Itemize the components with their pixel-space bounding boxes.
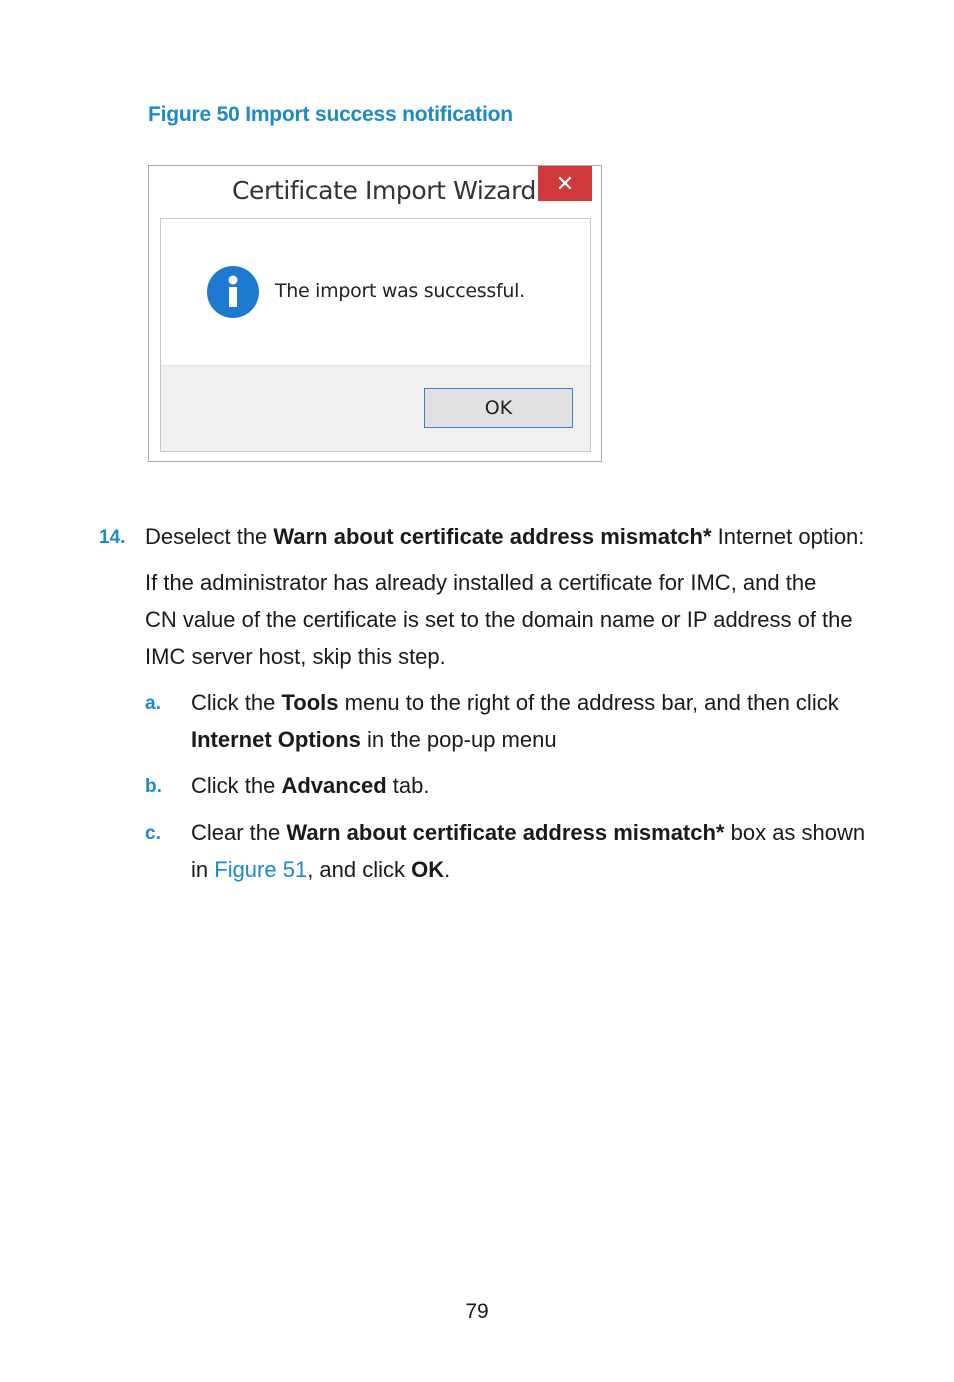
paragraph-line: CN value of the certificate is set to the domain name or IP address of the	[145, 607, 853, 632]
text: .	[444, 857, 451, 882]
text: Deselect the	[145, 524, 274, 549]
text: box as shown	[724, 820, 866, 845]
text: Clear the	[191, 820, 287, 845]
figure-link[interactable]: Figure 51	[214, 857, 308, 882]
button-name: OK	[411, 857, 445, 882]
text: Click the	[191, 690, 282, 715]
step-number: 14.	[99, 527, 126, 548]
option-name: Warn about certificate address mismatch*	[286, 820, 725, 845]
step-14-heading	[145, 523, 864, 551]
certificate-import-dialog	[148, 165, 602, 462]
substep-letter: a.	[145, 693, 161, 714]
dialog-footer	[161, 365, 590, 452]
menu-item-name: Internet Options	[191, 727, 361, 752]
substep-c-line2	[191, 856, 450, 884]
text: menu to the right of the address bar, and then click	[338, 690, 839, 715]
substep-letter: b.	[145, 776, 162, 797]
substep-a-line2	[191, 726, 557, 754]
text: , and click	[307, 857, 412, 882]
ok-button[interactable]: OK	[424, 388, 573, 428]
text: in	[191, 857, 215, 882]
option-name: Warn about certificate address mismatch*	[273, 524, 712, 549]
paragraph-line: If the administrator has already installed a certificate for IMC, and the	[145, 570, 817, 595]
text: in the pop-up menu	[360, 727, 557, 752]
message-area	[161, 219, 590, 365]
figure-caption: Figure 50 Import success notification	[148, 103, 513, 126]
dialog-content	[160, 218, 591, 452]
substep-b-line1	[191, 772, 429, 800]
substep-a-line1	[191, 689, 839, 717]
info-icon	[207, 266, 259, 318]
menu-name: Tools	[281, 690, 339, 715]
dialog-message: The import was successful.	[275, 280, 525, 302]
substep-c-line1	[191, 819, 865, 847]
dialog-title: Certificate Import Wizard	[232, 176, 536, 205]
page-number: 79	[465, 1300, 489, 1323]
paragraph-line: IMC server host, skip this step.	[145, 644, 446, 669]
text: tab.	[386, 773, 430, 798]
close-icon: ✕	[555, 171, 575, 196]
close-button[interactable]	[538, 166, 592, 201]
tab-name: Advanced	[281, 773, 387, 798]
substep-letter: c.	[145, 823, 161, 844]
text: Internet option:	[711, 524, 865, 549]
text: Click the	[191, 773, 282, 798]
